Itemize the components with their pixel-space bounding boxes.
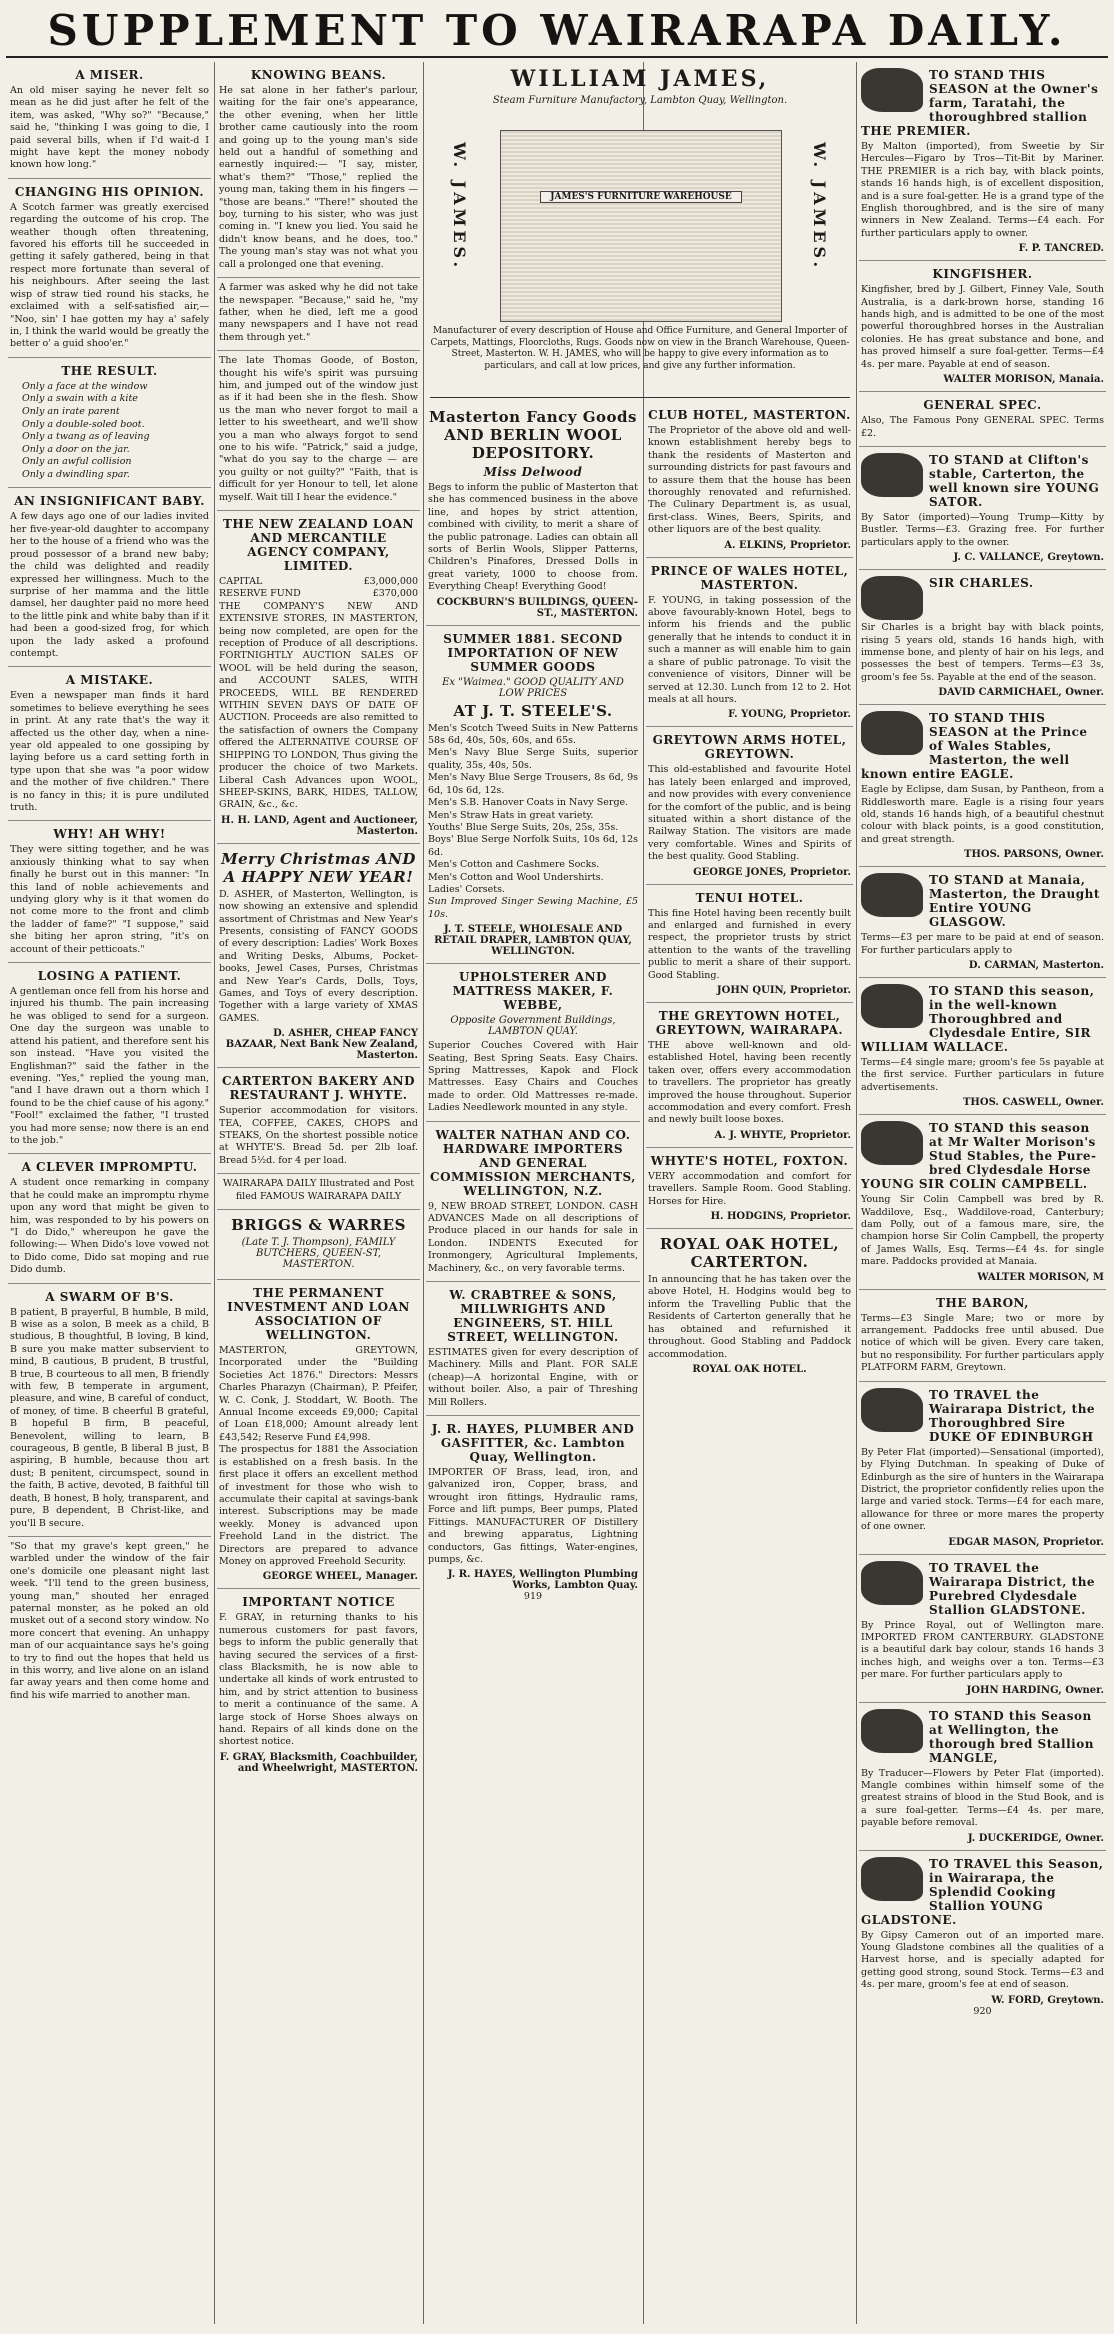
ad-title: SIR CHARLES. bbox=[929, 576, 1034, 591]
article-title: A MISTAKE. bbox=[65, 673, 154, 688]
ad-greytown-hotel bbox=[646, 1003, 853, 1148]
article-baby bbox=[8, 488, 211, 667]
ad-hayes bbox=[426, 1416, 640, 1610]
ad-crabtree bbox=[426, 1282, 640, 1416]
article-impromptu bbox=[8, 1154, 211, 1283]
ad-signature: D. ASHER, CHEAP FANCY BAZAAR, Next Bank New Zealand, Masterton. bbox=[225, 1028, 418, 1062]
poem-line: Only a twang as of leaving bbox=[22, 431, 150, 443]
wj-subtitle: Steam Furniture Manufactory, Lambton Quay, Wellington. bbox=[492, 95, 788, 106]
article-text: An old miser saying he never felt so mean as he did just after he felt of the item, was asked, "Why so?" "Because," said he, "thinking I was going to die, I paid several bills, when if I'd wait-d I might have kept the money nobody known how long." bbox=[10, 85, 209, 171]
article-losing-patient bbox=[8, 963, 211, 1154]
poem-lines bbox=[10, 381, 209, 482]
masthead bbox=[6, 4, 1108, 58]
ad-title: BRIGGS & WARRES bbox=[231, 1216, 406, 1235]
article-title: WHY! AH WHY! bbox=[53, 827, 166, 842]
article-title: A CLEVER IMPROMPTU. bbox=[21, 1160, 198, 1175]
ad-signature: JOHN QUIN, Proprietor. bbox=[716, 985, 851, 996]
poem-line: Only a double-soled boot. bbox=[22, 418, 145, 430]
ad-signature: JOHN HARDING, Owner. bbox=[966, 1684, 1104, 1696]
ad-prince-of-wales bbox=[646, 558, 853, 728]
ad-subtitle: Ex "Waimea." GOOD QUALITY AND LOW PRICES bbox=[442, 676, 624, 699]
ad-text: By Peter Flat (imported)—Sensational (imported), by Flying Dutchman. In speaking of Duke of Edinburgh as the sire of hunters in the Wairarapa District, the proprietor confidently relies upon the large and varied stock. Terms—£4 for each mare, allowance for three or more mares the property of one owner. bbox=[861, 1446, 1104, 1533]
poem-line: Only a swain with a kite bbox=[22, 393, 138, 405]
page-number: 920 bbox=[973, 2005, 992, 2017]
column-divider bbox=[643, 62, 644, 2324]
column-divider bbox=[423, 62, 424, 2324]
article-title: CHANGING HIS OPINION. bbox=[14, 184, 205, 199]
poem-line: Only a dwindling spar. bbox=[22, 468, 130, 480]
ad-title: PRINCE OF WALES HOTEL, MASTERTON. bbox=[650, 563, 849, 592]
ad-title: J. R. HAYES, PLUMBER AND GASFITTER, &c. Lambton Quay, Wellington. bbox=[431, 1422, 635, 1465]
warehouse-sign: JAMES'S FURNITURE WAREHOUSE bbox=[540, 191, 742, 203]
article-text: A farmer was asked why he did not take the newspaper. "Because," said he, "my father, when he died, left me a good many newspapers and I have not read them through yet." bbox=[219, 282, 418, 343]
ad-title: IMPORTANT NOTICE bbox=[242, 1595, 395, 1610]
ad-signature: H. HODGINS, Proprietor. bbox=[710, 1211, 851, 1223]
ad-famous bbox=[217, 1174, 420, 1210]
horse-engraving-icon bbox=[861, 576, 923, 620]
column-5 bbox=[859, 62, 1106, 2324]
ad-text: By Gipsy Cameron out of an imported mare. Young Gladstone combines all the qualities of a Harvest horse, and is specially adapted for getting good strong, sound Stock. Terms—£3 and 4s. per mare, groom's fee at end of season. bbox=[861, 1929, 1104, 1991]
ad-text: By Prince Royal, out of Wellington mare. IMPORTED FROM CANTERBURY. GLADSTONE is a beautiful dark bay colour, stands 16 hands 3 inches high, and weighs over a ton. Terms—£3 per mare. For further particulars apply to bbox=[861, 1619, 1104, 1681]
ad-text: IMPORTER OF Brass, lead, iron, and galvanized iron, Copper, brass, and wrought iron fittings, Hydraulic rams, Force and lift pumps, Beer pumps, Plated Fittings. MANUFACTURER OF Distillery and brewing apparatus, Lightning conductors, Gas fittings, Water-engines, pumps, &c. bbox=[428, 1467, 638, 1565]
ad-text: VERY accommodation and comfort for travellers. Sample Room. Good Stabling. Horses for Hire. bbox=[648, 1170, 851, 1207]
ad-text: This fine Hotel having been recently built and enlarged and furnished in every respect, the proprietor trusts by strict attention to the wants of the travelling public to merit a share of their support. Good Stabling. bbox=[648, 907, 851, 981]
horse-engraving-icon bbox=[861, 453, 923, 497]
ad-signature: WALTER MORISON, Manaia. bbox=[943, 374, 1104, 386]
article-text: He sat alone in her father's parlour, waiting for the fair one's appearance, the other evening, when her little brother came cautiously into the room and going up to the young man's side held out a handful of something and earnestly inquired:— "I say, mister, what's them?" "Those," replied the young man, taking them in his fingers — "those are beans." "There!" shouted the boy, turning to his sister, who was just coming in. "I knew you lied. You said he didn't know beans, and he does, too." The young man's stay was not what you call a prolonged one that evening. bbox=[219, 85, 418, 270]
horse-engraving-icon bbox=[861, 1857, 923, 1901]
ad-signature: DAVID CARMICHAEL, Owner. bbox=[938, 687, 1104, 699]
capital-label: CAPITAL bbox=[219, 576, 263, 587]
ad-text: Terms—£3 per mare to be paid at end of season. For further particulars apply to bbox=[861, 932, 1104, 956]
ad-general-spec bbox=[859, 392, 1106, 447]
ad-duke-of-edinburgh bbox=[859, 1382, 1106, 1555]
ad-title: TENUI HOTEL. bbox=[695, 890, 804, 905]
ad-title: Masterton Fancy Goods AND BERLIN WOOL DEPOSITORY. bbox=[429, 408, 637, 462]
ad-signature: D. CARMAN, Masterton. bbox=[968, 960, 1104, 971]
article-title: THE RESULT. bbox=[61, 363, 158, 378]
wj-side-label-right: W. JAMES. bbox=[810, 142, 829, 272]
article-title: LOSING A PATIENT. bbox=[37, 969, 182, 984]
article-text: The late Thomas Goode, of Boston, thought his wife's spirit was pursuing him, and jumped out of the window just as if it had been she in the flesh. Show us the man who never forgot to mail a letter to his sweetheart, and we'll show you a man who always forgot to send one to his wife. "Patrick," said a judge, "what do you say to the charge — are you guilty or not guilty?" "Faith, that is difficult for yer Honour to tell, let alone myself. Wait till I hear the evidence." bbox=[219, 355, 418, 503]
article-changing-opinion bbox=[8, 179, 211, 358]
ad-title: THE NEW ZEALAND LOAN AND MERCANTILE AGENCY COMPANY, LIMITED. bbox=[222, 517, 415, 573]
article-farmer bbox=[217, 278, 420, 351]
reserve-value: £370,000 bbox=[372, 588, 418, 600]
article-text: A few days ago one of our ladies invited her five-year-old daughter to accompany her to the house of a friend who was the proud possessor of a brand new baby; the child was delighted and readily expressed her willingness. Much to the surprise of her mamma and the little damsel, her daughter paid no more heed to the little pink and white baby than if it had been a good-sized frog, for which upon the lady asked a profound contempt. bbox=[10, 511, 209, 659]
ad-signature: F. GRAY, Blacksmith, Coachbuilder, and Wheelwright, MASTERTON. bbox=[219, 1751, 418, 1774]
ad-text: F. GRAY, in returning thanks to his numerous customers for past favors, begs to inform the public generally that having secured the services of a first-class Blacksmith, he is now able to undertake all kinds of work entrusted to him, and by strict attention to business to merit a continuance of the same. A large stock of Horse Shoes always on hand. Repairs of all kinds done on the shortest notice. bbox=[219, 1612, 418, 1748]
ad-walter-nathan bbox=[426, 1122, 640, 1282]
ad-permanent-investment bbox=[217, 1280, 420, 1589]
wj-header bbox=[430, 62, 850, 124]
article-closing bbox=[8, 1537, 211, 1708]
ad-text: Superior accommodation for visitors. TEA, COFFEE, CAKES, CHOPS and STEAKS, On the shortest possible notice at WHYTE'S. Bread 5d. per 2lb loaf. Bread 5½d. for 4 per load. bbox=[219, 1105, 418, 1166]
ad-signature: A. J. WHYTE, Proprietor. bbox=[714, 1129, 851, 1141]
ad-signature: F. YOUNG, Proprietor. bbox=[728, 709, 851, 721]
list-item: Men's Cotton and Cashmere Socks. bbox=[428, 859, 600, 871]
ad-webbe bbox=[426, 964, 640, 1121]
article-title: KNOWING BEANS. bbox=[250, 68, 387, 82]
ad-text: Superior Couches Covered with Hair Seating, Best Spring Seats. Easy Chairs. Spring Mattresses, Kapok and Flock Mattresses. Easy Chairs and Couches made to order. Old Mattresses re-made. Ladies Needlework mounted in any style. bbox=[428, 1040, 638, 1114]
ad-text: WAIRARAPA DAILY Illustrated and Post filed FAMOUS WAIRARAPA DAILY bbox=[222, 1178, 415, 1202]
ad-title: WALTER NATHAN AND CO. HARDWARE IMPORTERS AND GENERAL COMMISSION MERCHANTS, WELLINGTON, N.Z. bbox=[430, 1127, 636, 1198]
ad-title: TO STAND this Season at Wellington, the thorough bred Stallion MANGLE, bbox=[929, 1708, 1094, 1765]
list-item: Boys' Blue Serge Norfolk Suits, 10s 6d, 12s 6d. bbox=[428, 834, 638, 858]
list-item: Men's S.B. Hanover Coats in Navy Serge. bbox=[428, 797, 629, 809]
ad-signature: THOS. PARSONS, Owner. bbox=[964, 849, 1104, 861]
horse-engraving-icon bbox=[861, 711, 923, 755]
horse-engraving-icon bbox=[861, 873, 923, 917]
ad-greytown-arms bbox=[646, 727, 853, 884]
ad-fancy-goods bbox=[426, 402, 640, 626]
ad-the-baron bbox=[859, 1290, 1106, 1382]
poem-line: Only an awful collision bbox=[22, 456, 132, 468]
ad-text: The Proprietor of the above old and well-known establishment hereby begs to thank the residents of Masterton and surrounding districts for past favours and to assure them that the house has been thoroughly renovated and refurnished. The Culinary Department is, as usual, first-class. Wines, Beers, Spirits, and other liquors are of the best quality. bbox=[648, 425, 851, 536]
capital-value: £3,000,000 bbox=[363, 576, 418, 587]
column-3 bbox=[426, 402, 640, 2324]
ad-text: Terms—£3 Single Mare; two or more by arrangement. Paddocks free until abused. Due notice of which will be given. Every care taken, but no responsibility. For further particulars apply PLATFORM FARM, Greytown. bbox=[861, 1312, 1104, 1374]
ad-text: By Malton (imported), from Sweetie by Sir Hercules—Figaro by Tros—Tit-Bit by Mariner. THE PREMIER is a rich bay, with black points, stands 16 hands high, is of excellent disposition, and is a sure foal-getter. He is a grand type of the English thoroughbred, and is the sire of many winners in New Zealand. Terms—£4 each. For further particulars apply to owner. bbox=[861, 141, 1104, 239]
warehouse-engraving bbox=[500, 130, 782, 322]
horse-engraving-icon bbox=[861, 1121, 923, 1165]
list-item: Sun Improved Singer Sewing Machine, £5 10s. bbox=[428, 896, 638, 920]
capital-row bbox=[219, 576, 418, 588]
ad-young-sator bbox=[859, 447, 1106, 570]
ad-text: THE COMPANY'S NEW AND EXTENSIVE STORES, IN MASTERTON, being now completed, are open for the reception of Produce of all descriptions. FORTNIGHTLY AUCTION SALES OF WOOL will be held during the season, and ACCOUNT SALES, WITH PROCEEDS, WILL BE RENDERED WITHIN SEVEN DAYS OF DATE OF AUCTION. Proceeds are also remitted to the satisfaction of owners the Company offered the ALTERNATIVE COURSE OF SHIPPING TO LONDON, Thus giving the producer the choice of two Markets. Liberal Cash Advances upon WOOL, SHEEP-SKINS, BARK, HIDES, TALLOW, GRAIN, &c., &c. bbox=[219, 600, 418, 811]
article-swarm-of-bs bbox=[8, 1284, 211, 1537]
ad-signature: GEORGE JONES, Proprietor. bbox=[693, 866, 851, 878]
ad-text: Eagle by Eclipse, dam Susan, by Pantheon, from a Riddlesworth mare. Eagle is a rising four years old, stands 16 hands high, of a beautiful chestnut colour with black points, is a good constitution, and great strength. bbox=[861, 784, 1104, 845]
article-text: A student once remarking in company that he could make an impromptu rhyme upon any word that might be given to him, was responded to by his powers on "I do Dido," whereupon he gave the following:— When Dido's love vowed not to Dido come, Dido sat moping and rue Dido dumb. bbox=[10, 1177, 209, 1276]
ad-text: MASTERTON, GREYTOWN, Incorporated under the "Building Societies Act 1876." Directors: Messrs Charles Pharazyn (Chairman), P. Pfeifer, W. C. Conk, J. Stoddart, W. Booth. The Annual Income exceeds £9,000; Capital of Loan £18,000; Amount already lent £43,542; Reserve Fund £4,998. bbox=[219, 1345, 418, 1443]
wj-description: Manufacturer of every description of House and Office Furniture, and General Importer of Carpets, Mattings, Floorcloths, Rugs. Goods now on view in the Branch Warehouse, Queen-Street, Masterton. W. H. JAMES, who will be happy to give every information as to particulars, and call at low prices, and give any further information. bbox=[430, 326, 850, 371]
ad-title: THE PERMANENT INVESTMENT AND LOAN ASSOCIATION OF WELLINGTON. bbox=[227, 1286, 410, 1343]
article-text: A gentleman once fell from his horse and injured his thumb. The pain increasing he was obliged to send for a surgeon. One day the surgeon was unable to attend his patient, and therefore sent his son instead. "Have you visited the Englishman?" said the father in the evening. "Yes," replied the young man, "and I have drawn out a thorn which I found to be the chief cause of his agony." "Fool!" exclaimed the father, "I trusted you had more sense; now there is an end to the job." bbox=[10, 986, 209, 1146]
ad-subtitle: (Late T. J. Thompson), FAMILY BUTCHERS, QUEEN-ST, MASTERTON. bbox=[241, 1237, 396, 1271]
article-text: Even a newspaper man finds it hard sometimes to believe everything he sees in print. At any rate that's the way it affected us the other day, when a nine-year old appealed to one gossiping by laying before us a card setting forth in type upon that she was "a poor widow and the mother of five children." There is no fancy in this; it is pure undiluted truth. bbox=[10, 690, 209, 813]
column-divider bbox=[214, 62, 215, 2324]
ad-club-hotel bbox=[646, 402, 853, 558]
ad-kingfisher bbox=[859, 261, 1106, 392]
article-mistake bbox=[8, 667, 211, 821]
ad-signature: A. ELKINS, Proprietor. bbox=[724, 539, 851, 551]
column-1 bbox=[8, 62, 211, 2324]
horse-engraving-icon bbox=[861, 984, 923, 1028]
ad-young-gladstone bbox=[859, 1851, 1106, 2024]
ad-text: Kingfisher, bred by J. Gilbert, Finney Vale, South Australia, is a dark-brown horse, standing 16 hands high, and is admitted to be one of the most powerful thoroughbred horses in the Australian colonies. He has great substance and bone, and has proved himself a sure foal-getter. Terms—£4 4s. per mare. Payable at end of season. bbox=[861, 284, 1104, 370]
ad-william-james bbox=[430, 62, 850, 398]
ad-title: WHYTE'S HOTEL, FOXTON. bbox=[650, 1153, 849, 1168]
list-item: Men's Navy Blue Serge Suits, superior quality, 35s, 40s, 50s. bbox=[428, 747, 638, 771]
horse-engraving-icon bbox=[861, 1561, 923, 1605]
article-title: AN INSIGNIFICANT BABY. bbox=[14, 494, 205, 509]
ad-text: F. YOUNG, in taking possession of the above favourably-known Hotel, begs to inform his friends and the public generally that he intends to conduct it in such a manner as will enable him to gain a share of public patronage. To visit the convenience of visitors, Dinner will be served at 12.30. Lunch from 12 to 2. Hot meals at all hours. bbox=[648, 594, 851, 705]
ad-important-notice bbox=[217, 1589, 420, 1779]
article-text: They were sitting together, and he was anxiously thinking what to say when finally he burst out in this manner: "In this land of noble achievements and undying glory why is it that women do not come more to the front and climb the ladder of fame?" "I suppose," said she biting her apron string, "it's on account of their petticoats." bbox=[10, 844, 209, 955]
ad-title: GREYTOWN ARMS HOTEL, GREYTOWN. bbox=[652, 733, 847, 762]
ad-signature: J. T. STEELE, WHOLESALE AND RETAIL DRAPER, LAMBTON QUAY, WELLINGTON. bbox=[434, 924, 632, 958]
poem-the-result bbox=[8, 358, 211, 489]
ad-sir-charles bbox=[859, 570, 1106, 705]
poem-line: Only a door on the jar. bbox=[22, 443, 130, 455]
article-text: "So that my grave's kept green," he warbled under the window of the fair one's domicile one pleasant night last week. "I'll tend to the green business, young man," shouted her enraged paternal monster, as he poked an old musket out of a second story window. No more concert that evening. An unhappy man of our acquaintance says he's going to try to find out the hopes that held us in this worry, and live alone on an island far away years and then come home and find his wife married to another man. bbox=[10, 1540, 209, 1701]
ad-title: W. CRABTREE & SONS, MILLWRIGHTS AND ENGINEERS, ST. HILL STREET, WELLINGTON. bbox=[447, 1288, 619, 1345]
ad-text: By Sator (imported)—Young Trump—Kitty by Bustler. Terms—£3. Grazing free. For further particulars apply to the owner. bbox=[861, 511, 1104, 548]
ad-name: Miss Delwood bbox=[483, 465, 583, 479]
ad-whyte-bakery bbox=[217, 1068, 420, 1174]
masthead-title: SUPPLEMENT TO WAIRARAPA DAILY. bbox=[47, 5, 1067, 55]
ad-title: KINGFISHER. bbox=[932, 267, 1033, 282]
ad-title: TO STAND at Manaia, Masterton, the Draught Entire YOUNG GLASGOW. bbox=[929, 873, 1100, 930]
ad-text: The prospectus for 1881 the Association is established on a fresh basis. In the first place it offers an excellent method of investment for those who wish to accumulate their capital at savings-bank interest. Subscriptions may be made weekly. Money is advanced upon Freehold Land in the district. The Directors are prepared to advance Money on approved Freehold Security. bbox=[219, 1444, 418, 1567]
poem-line: Only a face at the window bbox=[22, 380, 148, 392]
ad-title: TO STAND THIS SEASON at the Prince of Wales Stables, Masterton, the well known entire EAGLE. bbox=[861, 711, 1088, 782]
ad-young-glasgow bbox=[859, 867, 1106, 978]
ad-signature: WALTER MORISON, M bbox=[977, 1271, 1104, 1283]
ad-text: ESTIMATES given for every description of Machinery. Mills and Plant. FOR SALE (cheap)—A horizontal Engine, with or without boiler. Also, a pair of Threshing Mill Rollers. bbox=[428, 1347, 638, 1408]
ad-title: CLUB HOTEL, MASTERTON. bbox=[648, 408, 851, 422]
ad-whytes-hotel bbox=[646, 1148, 853, 1229]
ad-signature: ROYAL OAK HOTEL. bbox=[692, 1363, 807, 1375]
ad-nz-loan bbox=[217, 511, 420, 844]
ad-text: 9, NEW BROAD STREET, LONDON. CASH ADVANCES Made on all descriptions of Produce placed in our hands for sale in London. INDENTS Executed for Ironmongery, Agricultural Implements, Machinery, &c., on very favorable terms. bbox=[428, 1200, 638, 1274]
ad-signature: GEORGE WHEEL, Manager. bbox=[262, 1571, 418, 1583]
ad-title: GENERAL SPEC. bbox=[923, 398, 1042, 413]
ad-signature: COCKBURN'S BUILDINGS, QUEEN-ST., MASTERTON. bbox=[436, 596, 638, 619]
ad-text: Also, The Famous Pony GENERAL SPEC. Terms £2. bbox=[861, 415, 1104, 439]
ad-royal-oak bbox=[646, 1229, 853, 1381]
ad-text: D. ASHER, of Masterton, Wellington, is now showing an extensive and splendid assortment of Christmas and New Year's Presents, consisting of FANCY GOODS of every description: Ladies' Work Boxes and Writing Desks, Albums, Pocket-books, Jewel Cases, Purses, Christmas and New Year's Cards, Dolls, Toys, Games, and Toys of every description. Together with a large variety of XMAS GAMES. bbox=[219, 888, 418, 1024]
wj-name: WILLIAM JAMES, bbox=[510, 66, 770, 92]
article-title: A SWARM OF B'S. bbox=[45, 1289, 174, 1304]
ad-title: TO TRAVEL this Season, in Wairarapa, the Splendid Cooking Stallion YOUNG GLADSTONE. bbox=[861, 1856, 1104, 1927]
ad-title: ROYAL OAK HOTEL, CARTERTON. bbox=[659, 1235, 840, 1272]
ad-signature: F. P. TANCRED. bbox=[1018, 243, 1104, 255]
ad-title: CARTERTON BAKERY AND RESTAURANT J. WHYTE. bbox=[221, 1074, 416, 1103]
ad-text: Sir Charles is a bright bay with black points, rising 5 years old, stands 16 hands high, with immense bone, and plenty of hair on his legs, and possesses the best of tempers. Terms—£3 3s, groom's fee 5s. Payable at the end of the season. bbox=[861, 622, 1104, 683]
page-number: 919 bbox=[523, 1591, 543, 1603]
ad-title: SUMMER 1881. SECOND IMPORTATION OF NEW SUMMER GOODS bbox=[443, 631, 623, 674]
ad-title: THE GREYTOWN HOTEL, GREYTOWN, WAIRARAPA. bbox=[655, 1009, 844, 1037]
ad-subtitle: Opposite Government Buildings, LAMBTON QUAY. bbox=[450, 1015, 616, 1038]
horse-engraving-icon bbox=[861, 1388, 923, 1432]
reserve-row bbox=[219, 588, 418, 600]
list-item: Men's Scotch Tweed Suits in New Patterns 58s 6d, 40s, 50s, 60s, and 65s. bbox=[428, 722, 638, 747]
ad-signature: J. R. HAYES, Wellington Plumbing Works, Lambton Quay. bbox=[447, 1569, 638, 1592]
ad-title: TO STAND THIS SEASON at the Owner's farm, Taratahi, the thoroughbred stallion THE PREMIER. bbox=[861, 68, 1099, 138]
list-item: Men's Navy Blue Serge Trousers, 8s 6d, 9s 6d, 10s 6d, 12s. bbox=[428, 772, 638, 796]
ad-title: TO STAND at Clifton's stable, Carterton, the well known sire YOUNG SATOR. bbox=[929, 452, 1100, 509]
ad-title: TO STAND this season, in the well-known Thoroughbred and Clydesdale Entire, SIR WILLIAM WALLACE. bbox=[861, 984, 1095, 1054]
ad-christmas bbox=[217, 844, 420, 1068]
ad-text: THE above well-known and old-established Hotel, having been recently taken over, offers every accommodation to travellers. The proprietor has greatly improved the house throughout. Superior accommodation and every comfort. Fresh and newly built loose boxes. bbox=[648, 1040, 851, 1126]
ad-colin-campbell bbox=[859, 1115, 1106, 1289]
ad-title: TO STAND this season at Mr Walter Morison's Stud Stables, the Pure-bred Clydesdale Horse YOUNG SIR COLIN CAMPBELL. bbox=[861, 1121, 1097, 1192]
reserve-label: RESERVE FUND bbox=[219, 588, 301, 600]
ad-title: TO TRAVEL the Wairarapa District, the Thoroughbred Sire DUKE OF EDINBURGH bbox=[929, 1387, 1096, 1444]
horse-engraving-icon bbox=[861, 68, 923, 112]
poem-line: Only an irate parent bbox=[22, 405, 120, 417]
ad-briggs bbox=[217, 1210, 420, 1280]
ad-signature: W. FORD, Greytown. bbox=[991, 1994, 1104, 2006]
ad-mangle bbox=[859, 1703, 1106, 1851]
ad-tenui-hotel bbox=[646, 885, 853, 1003]
ad-signature: J. C. VALLANCE, Greytown. bbox=[953, 552, 1104, 564]
ad-text: This old-established and favourite Hotel has lately been enlarged and improved, and now provides with every convenience for the comfort of the public, and is being situated within a short distance of the Railway Station. The visitors are made very comfortable. Wines and Spirits of the best quality. Good Stabling. bbox=[648, 764, 851, 863]
column-2 bbox=[217, 62, 420, 2324]
ad-text: Young Sir Colin Campbell was bred by R. Waddilove, Esq., Waddilove-road, Canterbury; dam Polly, out of a famous mare, sire, the champion horse Sir Colin Campbell, the property of James Walls, Esq. Terms—£4 4s. for single mare. Paddocks provided at Manaia. bbox=[861, 1194, 1104, 1268]
ad-signature: H. H. LAND, Agent and Auctioneer, Masterton. bbox=[221, 814, 418, 837]
ad-title: THE BARON, bbox=[936, 1295, 1029, 1310]
wj-side-label-left: W. JAMES. bbox=[450, 142, 469, 272]
article-knowing-beans bbox=[217, 62, 420, 278]
article-text: A Scotch farmer was greatly exercised regarding the outcome of his crop. The weather though often threatening, favored his efforts till he succeeded in getting it safely gathered, being in that respect more fortunate than several of his neighbours. After seeing the last wisp of straw tied round his stacks, he exclaimed with a self-satisfied air,— "Noo, sin' I hae gotten my hay a' safely in, I think the warld would be greatly the better o' a guid shoo'er." bbox=[10, 201, 209, 350]
ad-title: UPHOLSTERER AND MATTRESS MAKER, F. WEBBE, bbox=[452, 970, 614, 1013]
article-text: B patient, B prayerful, B humble, B mild, B wise as a solon, B meek as a child, B studious, B thoughtful, B loving, B kind, B sure you make matter subservient to mind, B cautious, B prudent, B trustful, B true, B courteous to all men, B friendly with few, B temperate in argument, pleasure, and wine, B careful of conduct, of money, of time. B cheerful B grateful, B hopeful B firm, B peaceful, Benevolent, willing to learn, B courageous, B gentle, B liberal B just, B aspiring, B humble, because thou art dust; B penitent, circumspect, sound in the faith, B active, devoted, B faithful till death, B honest, B holy, transparent, and pure, B dependent, B Christ-like, and you'll B secure. bbox=[10, 1306, 209, 1529]
ad-text: By Traducer—Flowers by Peter Flat (imported). Mangle combines within himself some of the greatest strains of blood in the Stud Book, and is a sure foal-getter. Terms—£4 4s. per mare, payable before removal. bbox=[861, 1767, 1104, 1829]
ad-eagle bbox=[859, 705, 1106, 867]
article-goode bbox=[217, 351, 420, 511]
list-item: Ladies' Corsets. bbox=[428, 883, 505, 895]
article-why bbox=[8, 821, 211, 963]
ad-title: Merry Christmas AND A HAPPY NEW YEAR! bbox=[221, 849, 416, 886]
column-divider bbox=[856, 62, 857, 2324]
list-item: Men's Cotton and Wool Undershirts. bbox=[428, 871, 604, 883]
ad-name: AT J. T. STEELE'S. bbox=[453, 701, 613, 720]
article-title: A MISER. bbox=[75, 68, 144, 82]
ad-signature: THOS. CASWELL, Owner. bbox=[962, 1097, 1104, 1109]
column-4 bbox=[646, 402, 853, 2324]
ad-steele bbox=[426, 626, 640, 965]
ad-text: Terms—£4 single mare; groom's fee 5s payable at the first service. Further particulars in future advertisements. bbox=[861, 1057, 1104, 1093]
ad-sir-william-wallace bbox=[859, 978, 1106, 1115]
ad-signature: J. DUCKERIDGE, Owner. bbox=[967, 1832, 1104, 1844]
horse-engraving-icon bbox=[861, 1709, 923, 1753]
list-item: Men's Straw Hats in great variety. bbox=[428, 809, 594, 821]
ad-gladstone bbox=[859, 1555, 1106, 1703]
ad-title: TO TRAVEL the Wairarapa District, the Purebred Clydesdale Stallion GLADSTONE. bbox=[929, 1560, 1096, 1617]
ad-the-premier bbox=[859, 62, 1106, 261]
ad-text: Begs to inform the public of Masterton that she has commenced business in the above line, and hopes by strict attention, combined with civility, to merit a share of the public patronage. Ladies can obtain all sorts of Berlin Wools, Slipper Patterns, Children's Pinafores, Dressed Dolls in great variety, 1000 to choose from. Everything Cheap! Everything Good! bbox=[428, 482, 638, 593]
article-miser bbox=[8, 62, 211, 179]
ad-signature: EDGAR MASON, Proprietor. bbox=[948, 1536, 1104, 1548]
ad-text: In announcing that he has taken over the above Hotel, H. Hodgins would beg to inform the Travelling Public that the Residents of Carterton generally that he has obtained and refurnished it throughout. Good Stabling and Paddock accommodation. bbox=[648, 1274, 851, 1360]
list-item: Youths' Blue Serge Suits, 20s, 25s, 35s. bbox=[428, 821, 619, 833]
